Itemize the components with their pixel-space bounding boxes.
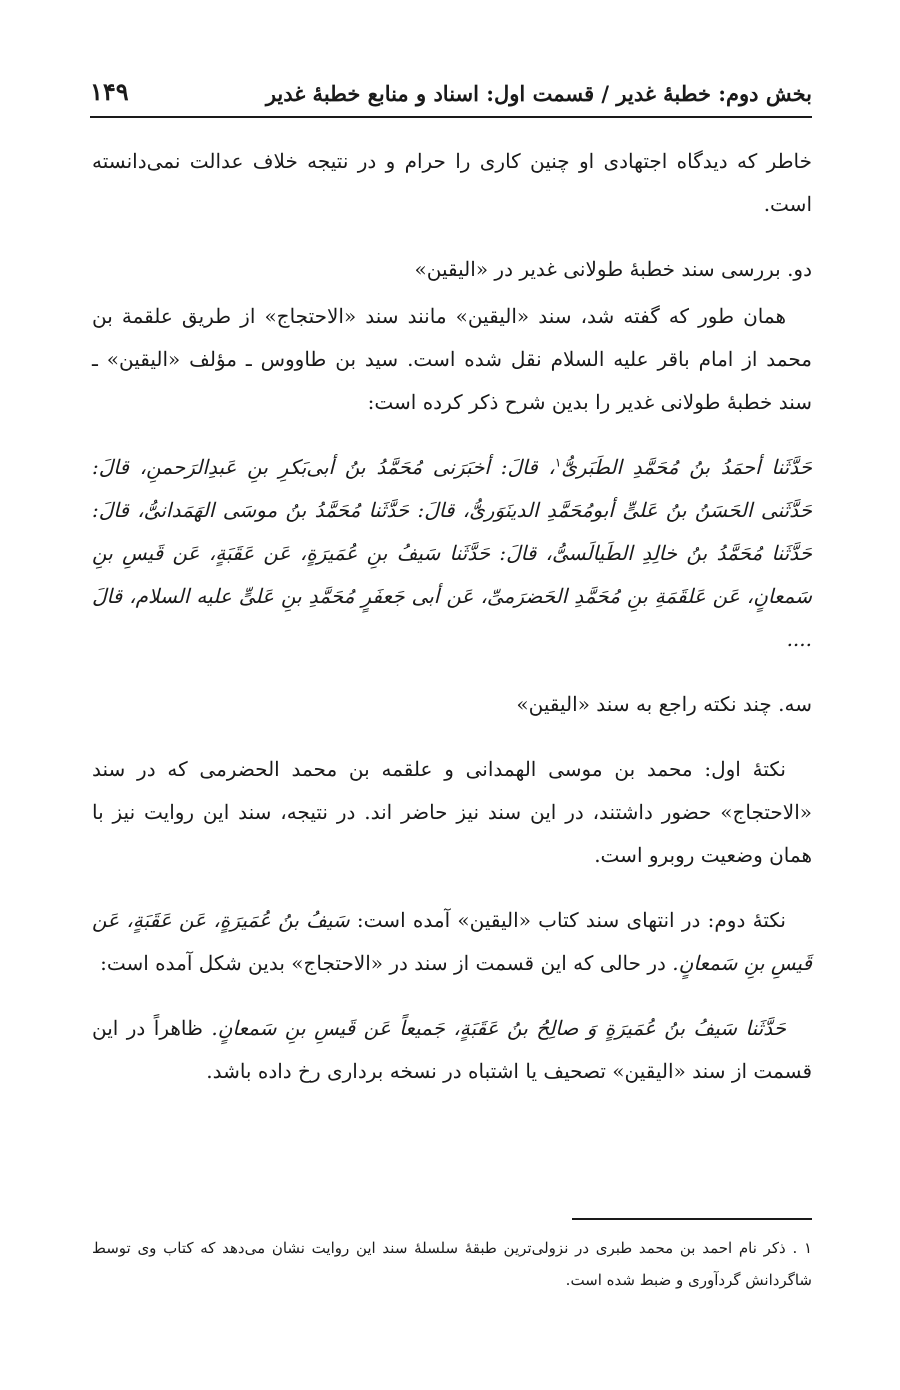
note-two-arabic: سَیفُ بنُ عُمَیرَةٍ، عَن عَقَبَةٍ، عَن قَیسِ بنِ سَمعانٍ. [92, 908, 812, 975]
page-header [90, 62, 812, 118]
footnote-reference[interactable]: ۱ [554, 455, 562, 470]
running-title: بخش دوم: خطبهٔ غدیر / قسمت اول: اسناد و منابع خطبهٔ غدیر [265, 81, 812, 106]
ihtijaj-arabic-quote: حَدَّثَنا سَیفُ بنُ عُمَیرَةٍ وَ صالِحُ بنُ عَقَبَةٍ، جَمیعاً عَن قَیسِ بنِ سَمعانٍ. [211, 1016, 786, 1040]
page-number: ۱۴۹ [90, 77, 129, 106]
page-body [92, 140, 812, 1115]
section-three-heading: سه. چند نکته راجع به سند «الیقین» [516, 692, 812, 716]
arabic-quote-part-b: ، قالَ: أخبَرَنی مُحَمَّدُ بنُ أبی‌بَکرِ بنِ عَبدِالرَحمنِ، قالَ: حَدَّثَنی الحَسَنُ بنُ عَلیٍّ أبومُحَمَّدِ الدینَوَریُّ، قالَ: حَدَّثَنا مُحَمَّدُ بنُ موسَی الهَمَدانیُّ، قالَ: حَدَّثَنا مُحَمَّدُ بنُ خالِدِ الطَیالَسیُّ، قالَ: حَدَّثَنا سَیفُ بنِ عُمَیرَةٍ، عَن عَقَبَةٍ، عَن قَیسِ بنِ سَمعانٍ، عَن عَلقَمَةِ بنِ مُحَمَّدِ الحَضرَمیِّ، عَن أبی جَعفَرٍ مُحَمَّدِ بنِ عَلیٍّ علیه السلام، قالَ .... [92, 455, 812, 651]
ihtijaj-chain-paragraph [92, 1007, 812, 1093]
ihtijaj-conclusion: ظاهراً در این قسمت از سند «الیقین» تصحیف یا اشتباه در نسخه برداری رخ داده باشد. [92, 1016, 812, 1083]
arabic-quote-part-a: حَدَّثَنا أحمَدُ بنُ مُحَمَّدِ الطَبَریُّ [561, 455, 812, 479]
paragraph-continuation: خاطر که دیدگاه اجتهادی او چنین کاری را حرام و در نتیجه خلاف عدالت نمی‌دانسته است. [92, 149, 812, 216]
section-two-heading: دو. بررسی سند خطبهٔ طولانی غدیر در «الیقین» [414, 257, 812, 281]
footnote-divider [572, 1218, 812, 1220]
note-two-paragraph [92, 899, 812, 985]
note-two-continuation: در حالی که این قسمت از سند در «الاحتجاج» بدین شکل آمده است: [100, 951, 673, 975]
paragraph-section-two: همان طور که گفته شد، سند «الیقین» مانند سند «الاحتجاج» از طریق علقمة بن محمد از امام باقر علیه السلام نقل شده است. سید بن طاووس ـ مؤلف «الیقین» ـ سند خطبهٔ طولانی غدیر را بدین شرح ذکر کرده است: [92, 304, 812, 414]
footnote: ۱ . ذکر نام احمد بن محمد طبری در نزولی‌ترین طبقهٔ سلسلهٔ سند این روایت نشان می‌دهد که کتاب وی توسط شاگردانش گردآوری و ضبط شده است. [92, 1239, 812, 1289]
note-one-paragraph: نکتهٔ اول: محمد بن موسی الهمدانی و علقمه بن محمد الحضرمی که در سند «الاحتجاج» حضور داشتند، در این سند نیز حاضر اند. در نتیجه، سند این روایت نیز با همان وضعیت روبرو است. [92, 757, 812, 867]
note-two-intro: نکتهٔ دوم: در انتهای سند کتاب «الیقین» آمده است: [349, 908, 787, 932]
arabic-chain-quote [92, 446, 812, 661]
